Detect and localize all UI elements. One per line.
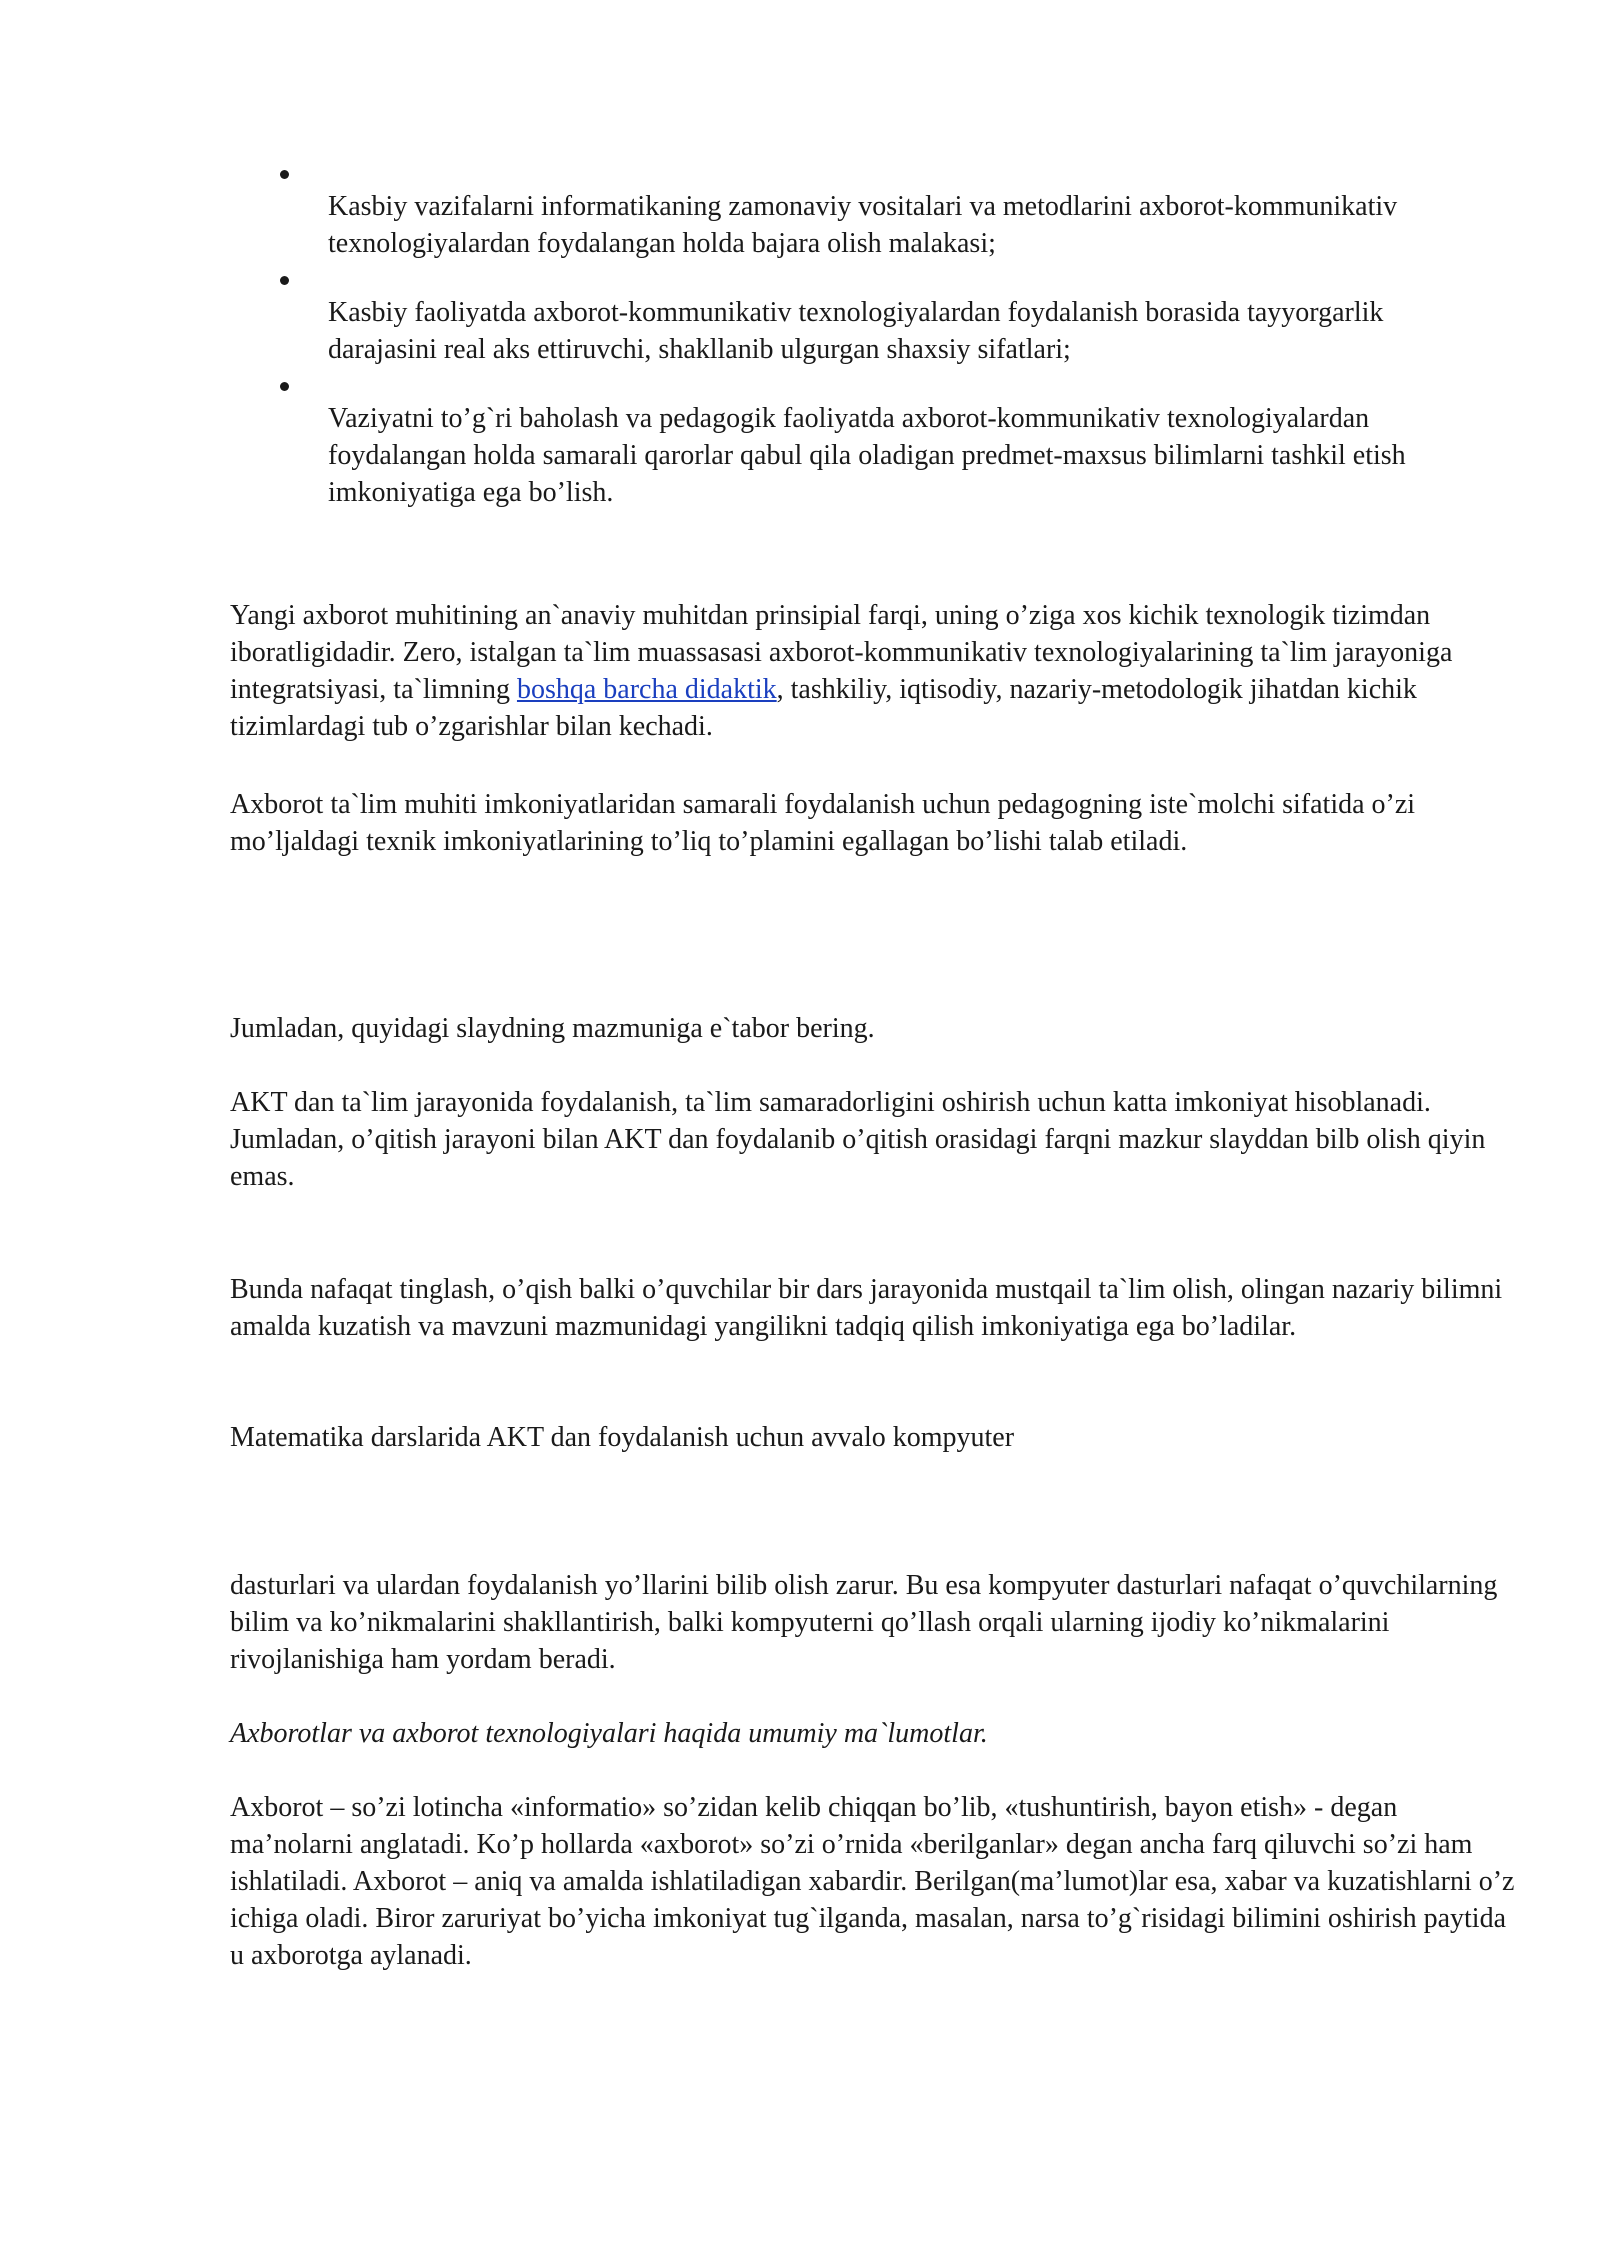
paragraph-new-environment — [230, 597, 1520, 745]
paragraph-slide-note: Jumladan, quyidagi slaydning mazmuniga e`tabor bering. — [230, 1013, 875, 1044]
skills-bullet-list — [272, 156, 1422, 511]
paragraph-text: Yangi axborot muhitining an`anaviy muhitdan prinsipial farqi, uning o’ziga xos kichik texnologik tizimdan iboratligidadir. Zero, istalgan ta`lim muassasasi axborot-kommunikativ texnologiyalarining ta`lim jarayoniga integratsiyasi, ta`limning — [230, 600, 1453, 705]
paragraph-students-learning: Bunda nafaqat tinglash, o’qish balki o’quvchilar bir dars jarayonida mustqail ta`lim olish, olingan nazariy bilimni amalda kuzatish va mavzuni mazmunidagi yangilikni tadqiq qilish imkoniyatiga ega bo’ladilar. — [230, 1274, 1503, 1342]
bullet-dot-icon — [280, 170, 289, 179]
paragraph-text: , tashkiliy, iqtisodiy, nazariy-metodologik jihatdan kichik tizimlardagi tub o’zgarishlar bilan kechadi. — [230, 674, 1417, 742]
paragraph-information-definition: Axborot – so’zi lotincha «informatio» so’zidan kelib chiqqan bo’lib, «tushuntirish, bayon etish» - degan ma’nolarni anglatadi. Ko’p hollarda «axborot» so’zi o’rnida «berilganlar» degan ancha farq qiluvchi so’zi ham ishlatiladi. Axborot – aniq va amalda ishlatiladigan xabardir. Berilgan(ma’lumot)lar esa, xabar va kuzatishlarni o’z ichiga oladi. Biror zaruriyat bo’yicha imkoniyat tug`ilganda, masalan, narsa to’g`risidagi bilimini oshirish paytida u axborotga aylanadi. — [230, 1792, 1515, 1971]
list-item — [272, 368, 1422, 511]
bullet-text: Kasbiy vazifalarni informatikaning zamonaviy vositalari va metodlarini axborot-kommunikativ texnologiyalardan foydalangan holda bajara olish malakasi; — [328, 191, 1398, 259]
didactic-link[interactable]: boshqa barcha didaktik — [516, 674, 777, 705]
paragraph-math-lessons: Matematika darslarida AKT dan foydalanish uchun avvalo kompyuter — [230, 1422, 1015, 1453]
section-heading-information: Axborotlar va axborot texnologiyalari haqida umumiy ma`lumotlar. — [230, 1718, 988, 1749]
list-item — [272, 262, 1422, 368]
bullet-dot-icon — [280, 276, 289, 285]
list-item — [272, 156, 1422, 262]
paragraph-ict-usage: AKT dan ta`lim jarayonida foydalanish, ta`lim samaradorligini oshirish uchun katta imkoniyat hisoblanadi. Jumladan, o’qitish jarayoni bilan AKT dan foydalanib o’qitish orasidagi farqni mazkur slayddan bilb olish qiyin emas. — [230, 1087, 1486, 1192]
paragraph-software-skills: dasturlari va ulardan foydalanish yo’llarini bilib olish zarur. Bu esa kompyuter dasturlari nafaqat o’quvchilarning bilim va ko’nikmalarini shakllantirish, balki kompyuterni qo’llash orqali ularning ijodiy ko’nikmalarini rivojlanishiga ham yordam beradi. — [230, 1570, 1498, 1675]
bullet-text: Vaziyatni to’g`ri baholash va pedagogik faoliyatda axborot-kommunikativ texnologiyalardan foydalangan holda samarali qarorlar qabul qila oladigan predmet-maxsus bilimlarni tashkil etish imkoniyatiga ega bo’lish. — [328, 403, 1406, 508]
bullet-dot-icon — [280, 382, 289, 391]
paragraph-teacher-requirements: Axborot ta`lim muhiti imkoniyatlaridan samarali foydalanish uchun pedagogning iste`molchi sifatida o’zi mo’ljaldagi texnik imkoniyatlarining to’liq to’plamini egallagan bo’lishi talab etiladi. — [230, 789, 1416, 857]
bullet-text: Kasbiy faoliyatda axborot-kommunikativ texnologiyalardan foydalanish borasida tayyorgarlik darajasini real aks ettiruvchi, shakllanib ulgurgan shaxsiy sifatlari; — [328, 297, 1384, 365]
